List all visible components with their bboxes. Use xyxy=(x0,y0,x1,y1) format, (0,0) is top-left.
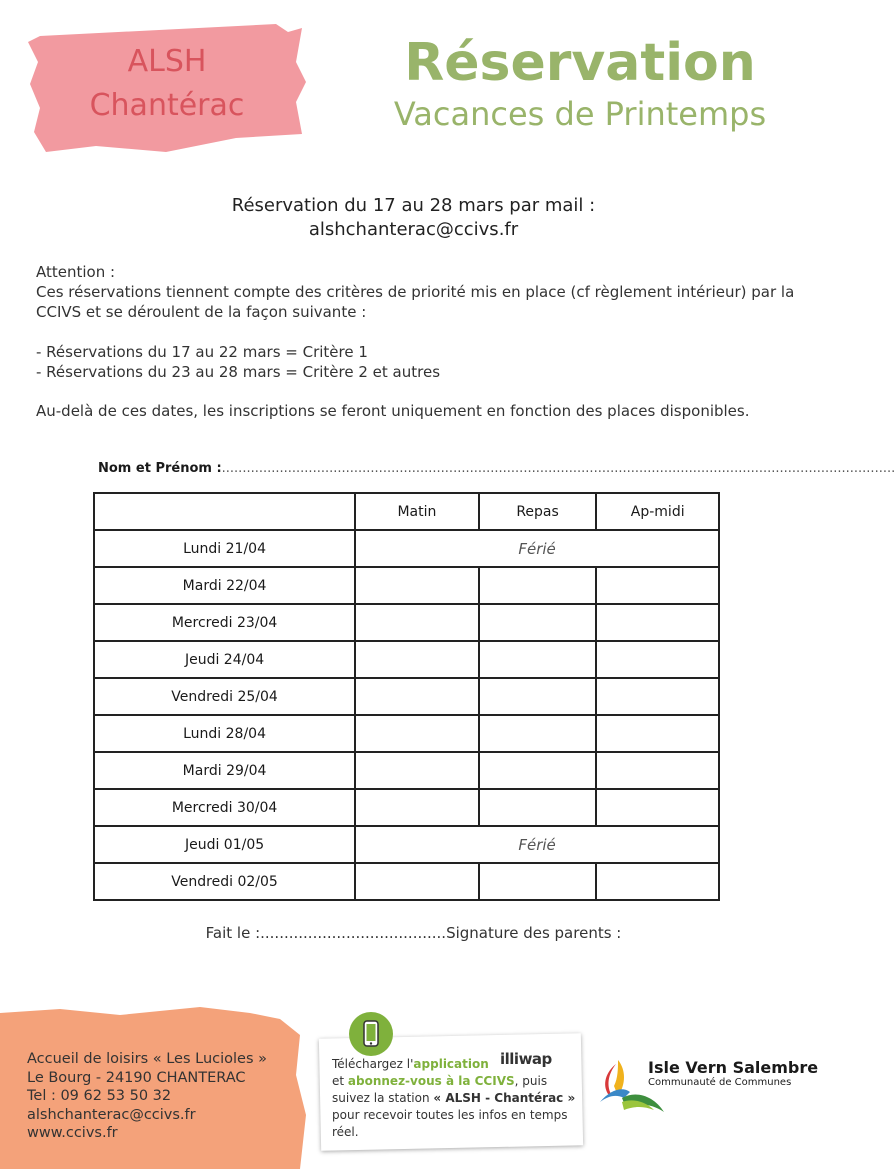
page-subtitle: Vacances de Printemps xyxy=(393,95,767,133)
table-row xyxy=(94,789,719,826)
page-title: Réservation xyxy=(404,33,756,93)
holiday-cell: Férié xyxy=(355,530,719,567)
apmidi-cell[interactable] xyxy=(596,715,719,752)
table-header-row xyxy=(94,493,719,530)
app-text-station: « ALSH - Chantérac » xyxy=(433,1091,576,1105)
repas-cell[interactable] xyxy=(479,641,597,678)
repas-cell[interactable] xyxy=(479,715,597,752)
rule-1: - Réservations du 17 au 22 mars = Critère 1 xyxy=(36,343,368,361)
matin-cell[interactable] xyxy=(355,604,479,641)
apmidi-cell[interactable] xyxy=(596,789,719,826)
table-row xyxy=(94,678,719,715)
rule-2: - Réservations du 23 au 28 mars = Critère 2 et autres xyxy=(36,363,441,381)
name-field[interactable] xyxy=(98,460,895,478)
contact-block xyxy=(27,1050,267,1143)
alsh-badge xyxy=(26,22,308,156)
contact-website[interactable]: www.ccivs.fr xyxy=(27,1125,118,1141)
app-text-subscribe: abonnez-vous à la CCIVS xyxy=(347,1074,515,1088)
matin-cell[interactable] xyxy=(355,863,479,900)
apmidi-cell[interactable] xyxy=(596,678,719,715)
app-text-1: Téléchargez l' xyxy=(332,1057,414,1071)
repas-cell[interactable] xyxy=(479,678,597,715)
table-row xyxy=(94,530,719,567)
table-row xyxy=(94,826,719,863)
reservation-dates: Réservation du 17 au 28 mars par mail : xyxy=(231,195,596,216)
table-row xyxy=(94,715,719,752)
illiwap-logo: illiwap xyxy=(500,1050,552,1068)
app-promo-text xyxy=(332,1056,577,1141)
reservation-table xyxy=(93,492,720,901)
badge-line-1: ALSH xyxy=(127,44,207,79)
day-cell: Mardi 22/04 xyxy=(94,567,355,604)
apmidi-cell[interactable] xyxy=(596,752,719,789)
day-cell: Jeudi 01/05 xyxy=(94,826,355,863)
day-cell: Mercredi 30/04 xyxy=(94,789,355,826)
table-row xyxy=(94,863,719,900)
apmidi-cell[interactable] xyxy=(596,641,719,678)
day-cell: Vendredi 02/05 xyxy=(94,863,355,900)
col-header-day xyxy=(94,493,355,530)
contact-email[interactable]: alshchanterac@ccivs.fr xyxy=(27,1106,196,1123)
reservation-header xyxy=(0,194,827,242)
table-row xyxy=(94,604,719,641)
app-text-3: et xyxy=(332,1074,348,1088)
badge-line-2: Chantérac xyxy=(89,88,245,123)
repas-cell[interactable] xyxy=(479,604,597,641)
contact-address: Le Bourg - 24190 CHANTERAC xyxy=(27,1069,246,1086)
table-row xyxy=(94,567,719,604)
repas-cell[interactable] xyxy=(479,567,597,604)
signature-line[interactable]: Fait le :.......................................Signature des parents : xyxy=(205,924,622,942)
reservation-email[interactable]: alshchanterac@ccivs.fr xyxy=(308,219,519,240)
app-text-5: , puis suivez la station xyxy=(332,1074,548,1105)
day-cell: Mardi 29/04 xyxy=(94,752,355,789)
name-label: Nom et Prénom : xyxy=(98,461,222,476)
matin-cell[interactable] xyxy=(355,567,479,604)
day-cell: Lundi 21/04 xyxy=(94,530,355,567)
repas-cell[interactable] xyxy=(479,789,597,826)
day-cell: Lundi 28/04 xyxy=(94,715,355,752)
matin-cell[interactable] xyxy=(355,752,479,789)
matin-cell[interactable] xyxy=(355,678,479,715)
contact-phone[interactable]: Tel : 09 62 53 50 32 xyxy=(27,1088,172,1104)
contact-name: Accueil de loisirs « Les Lucioles » xyxy=(27,1051,268,1067)
repas-cell[interactable] xyxy=(479,863,597,900)
col-header-apmidi: Ap-midi xyxy=(596,493,719,530)
day-cell: Vendredi 25/04 xyxy=(94,678,355,715)
table-row xyxy=(94,641,719,678)
notice-paragraph: Ces réservations tiennent compte des critères de priorité mis en place (cf règlement intérieur) par la CCIVS et se déroulent de la façon suivante : xyxy=(36,283,795,321)
apmidi-cell[interactable] xyxy=(596,863,719,900)
col-header-matin: Matin xyxy=(355,493,479,530)
name-dots: ................................................................................................................................................................... xyxy=(221,461,895,476)
day-cell: Jeudi 24/04 xyxy=(94,641,355,678)
app-text-7: pour recevoir toutes les infos en temps réel. xyxy=(332,1108,568,1139)
holiday-cell: Férié xyxy=(355,826,719,863)
matin-cell[interactable] xyxy=(355,715,479,752)
col-header-repas: Repas xyxy=(479,493,597,530)
day-cell: Mercredi 23/04 xyxy=(94,604,355,641)
repas-cell[interactable] xyxy=(479,752,597,789)
app-text-application: application xyxy=(413,1057,489,1071)
after-dates-note: Au-delà de ces dates, les inscriptions se feront uniquement en fonction des places disponibles. xyxy=(36,402,750,420)
matin-cell[interactable] xyxy=(355,641,479,678)
matin-cell[interactable] xyxy=(355,789,479,826)
apmidi-cell[interactable] xyxy=(596,567,719,604)
table-row xyxy=(94,752,719,789)
ivs-name: Isle Vern Salembre xyxy=(648,1058,819,1077)
ivs-subtitle: Communauté de Communes xyxy=(648,1077,792,1088)
phone-icon xyxy=(349,1012,393,1056)
apmidi-cell[interactable] xyxy=(596,604,719,641)
attention-label: Attention : xyxy=(36,263,116,281)
